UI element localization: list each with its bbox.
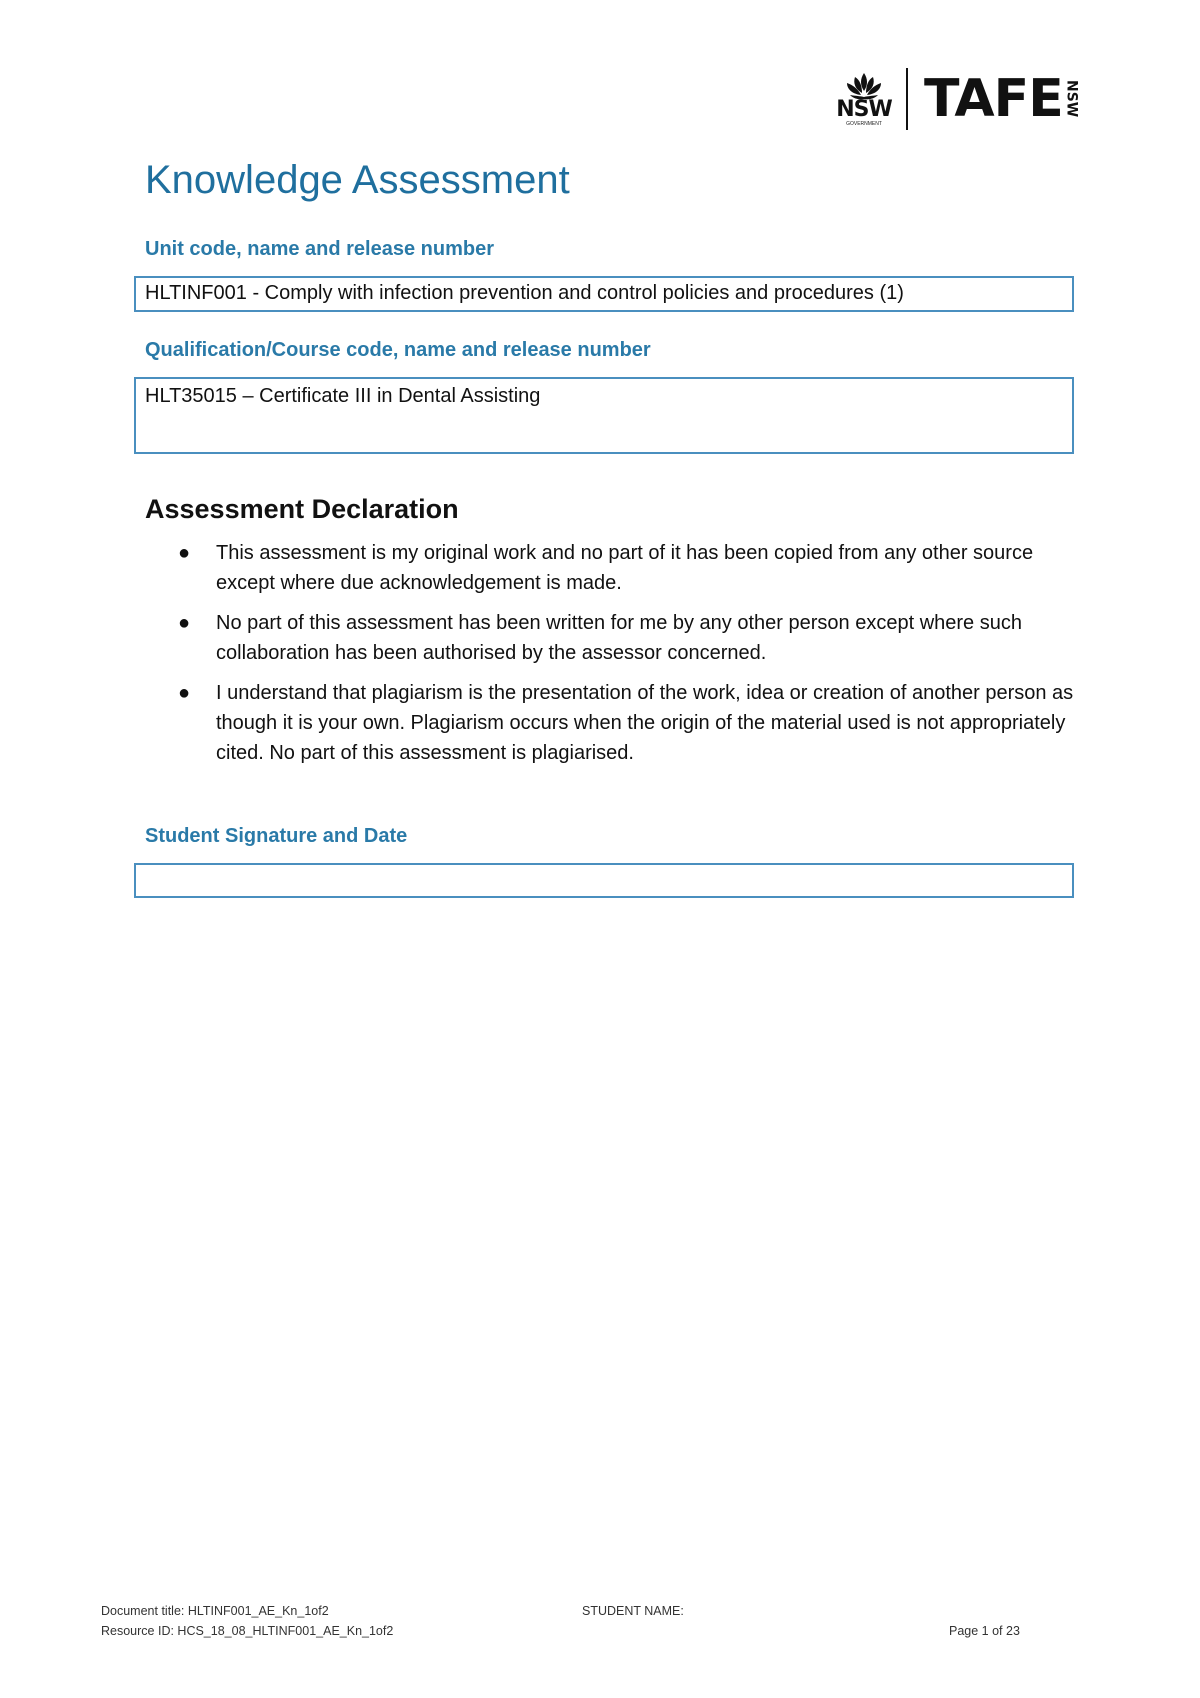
signature-label: Student Signature and Date [145, 825, 408, 847]
declaration-list [145, 538, 1075, 778]
declaration-item [145, 538, 1075, 598]
nsw-logo-subtext: GOVERNMENT [846, 121, 882, 127]
declaration-item-text: I understand that plagiarism is the presentation of the work, idea or creation of another person as though it is your own. Plagiarism occurs when the origin of the material used is not appropriately cited. No part of this assessment is plagiarised. [216, 682, 1074, 764]
tafe-logo-text: TAFE [924, 69, 1063, 129]
page-title: Knowledge Assessment [145, 158, 570, 202]
qualification-field[interactable] [134, 377, 1074, 454]
qualification-label: Qualification/Course code, name and release number [145, 339, 651, 361]
bullet-icon: ● [178, 542, 191, 564]
signature-field[interactable] [134, 863, 1074, 898]
declaration-item-text: This assessment is my original work and no part of it has been copied from any other source except where due acknowledgement is made. [216, 542, 1034, 594]
footer-document-title: Document title: HLTINF001_AE_Kn_1of2 [101, 1604, 329, 1618]
signature-value [136, 865, 1072, 877]
unit-field[interactable] [134, 276, 1074, 312]
bullet-icon: ● [178, 682, 191, 704]
footer-resource-id: Resource ID: HCS_18_08_HLTINF001_AE_Kn_1of2 [101, 1624, 394, 1638]
footer-student-name: STUDENT NAME: [582, 1604, 684, 1618]
declaration-item-text: No part of this assessment has been written for me by any other person except where such collaboration has been authorised by the assessor concerned. [216, 612, 1022, 664]
qualification-value: HLT35015 – Certificate III in Dental Assisting [145, 385, 541, 407]
tafe-logo-suffix: NSW [1063, 80, 1080, 118]
declaration-item [145, 678, 1075, 768]
bullet-icon: ● [178, 612, 191, 634]
declaration-item [145, 608, 1075, 668]
unit-value: HLTINF001 - Comply with infection prevention and control policies and procedures (1) [145, 282, 904, 304]
footer-page-number: Page 1 of 23 [949, 1624, 1020, 1638]
declaration-title: Assessment Declaration [145, 494, 459, 524]
nsw-government-logo [834, 71, 894, 127]
nsw-logo-text: NSW [836, 97, 892, 122]
unit-label: Unit code, name and release number [145, 238, 494, 260]
logo-divider [906, 68, 908, 130]
header-logos [834, 68, 1079, 130]
